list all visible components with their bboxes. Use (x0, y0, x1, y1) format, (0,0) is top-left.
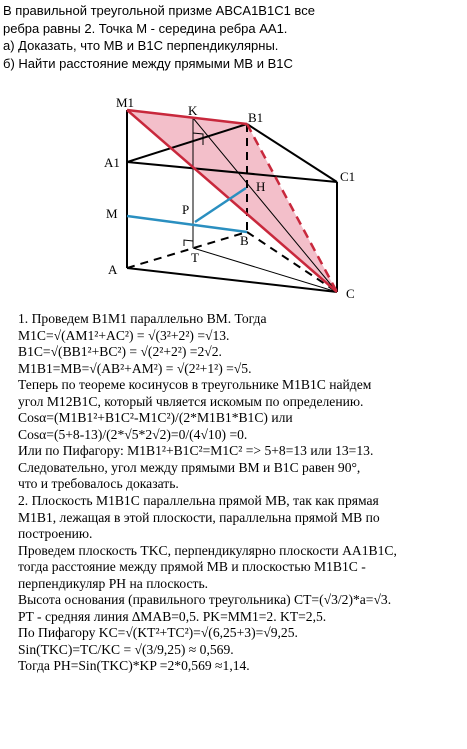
problem-line: В правильной треугольной призме ABCA1B1C1 все (3, 3, 315, 18)
solution-line: что и требовалось доказать. (18, 476, 179, 492)
problem-line: ребра равны 2. Точка М - середина ребра АА1. (3, 20, 288, 36)
label-c1: C1 (340, 169, 356, 184)
label-m1: M1 (116, 95, 135, 110)
problem-statement (3, 2, 463, 72)
problem-line: а) Доказать, что MB и B1C перпендикулярны. (3, 38, 279, 53)
solution-line: Или по Пифагору: M1B1²+B1C²=M1C² => 5+8=13 или 13=13. (18, 443, 374, 459)
line-kc (193, 118, 337, 292)
solution-line: Cosα=(5+8-13)/(2*√5*2√2)=0/(4√10) =0. (18, 426, 248, 442)
solution-line: Следовательно, угол между прямыми BM и B1C равен 90°, (18, 459, 361, 475)
label-b: B (240, 233, 249, 248)
label-h: H (256, 179, 266, 194)
solution-line: Теперь по теореме косинусов в треугольнике M1B1C найдем (18, 377, 372, 393)
prism-figure (95, 88, 375, 308)
solution-line: M1B1=MB=√(AB²+AM²) = √(2²+1²) =√5. (18, 360, 252, 376)
solution-line: По Пифагору KC=√(KT²+TC²)=√(6,25+3)=√9,25. (18, 625, 298, 641)
edge-ab-hidden (127, 232, 247, 268)
solution-line: построению. (18, 526, 93, 542)
solution-line: Проведем плоскость TKC, перпендикулярно плоскости AA1B1C, (18, 542, 397, 558)
label-p: P (182, 202, 190, 217)
solution-line: B1C=√(BB1²+BC²) = √(2²+2²) =2√2. (18, 344, 222, 360)
solution-line: M1B1, лежащая в этой плоскости, параллельна прямой MB по (18, 509, 380, 525)
solution-line: тогда расстояние между прямой MB и плоскостью M1B1C - (18, 559, 366, 575)
solution-line: Sin(TKC)=TC/KC = √(3/9,25) ≈ 0,569. (18, 641, 234, 657)
solution-line: 1. Проведем B1M1 параллельно BM. Тогда (18, 311, 267, 326)
label-t: T (191, 250, 199, 265)
right-angle-t (184, 240, 193, 246)
solution-line: перпендикуляр PH на плоскость. (18, 575, 209, 591)
label-k: K (188, 103, 198, 118)
solution-line: Тогда PH=Sin(TKC)*KP =2*0,569 ≈1,14. (18, 658, 250, 674)
solution-line: PT - средняя линия ∆MAB=0,5. PK=MM1=2. KT=2,5. (18, 608, 327, 624)
solution-line: 2. Плоскость M1B1C параллельна прямой MB, так как прямая (18, 493, 379, 509)
solution-line: угол M12B1C, который чвляется искомым по определению. (18, 393, 364, 409)
label-b1: B1 (248, 110, 264, 125)
solution-line: Cosα=(M1B1²+B1C²-M1C²)/(2*M1B1*B1C) или (18, 410, 293, 426)
label-m: M (106, 206, 118, 221)
problem-line: б) Найти расстояние между прямыми MB и B1C (3, 55, 293, 71)
solution-text (18, 311, 466, 675)
solution-line: Высота основания (правильного треугольника) CT=(√3/2)*a=√3. (18, 592, 392, 608)
label-c: C (346, 286, 355, 301)
line-mb (127, 216, 247, 232)
solution-line: M1C=√(AM1²+AC²) = √(3²+2²) =√13. (18, 327, 230, 343)
label-a: A (108, 262, 118, 277)
label-a1: A1 (104, 155, 120, 170)
